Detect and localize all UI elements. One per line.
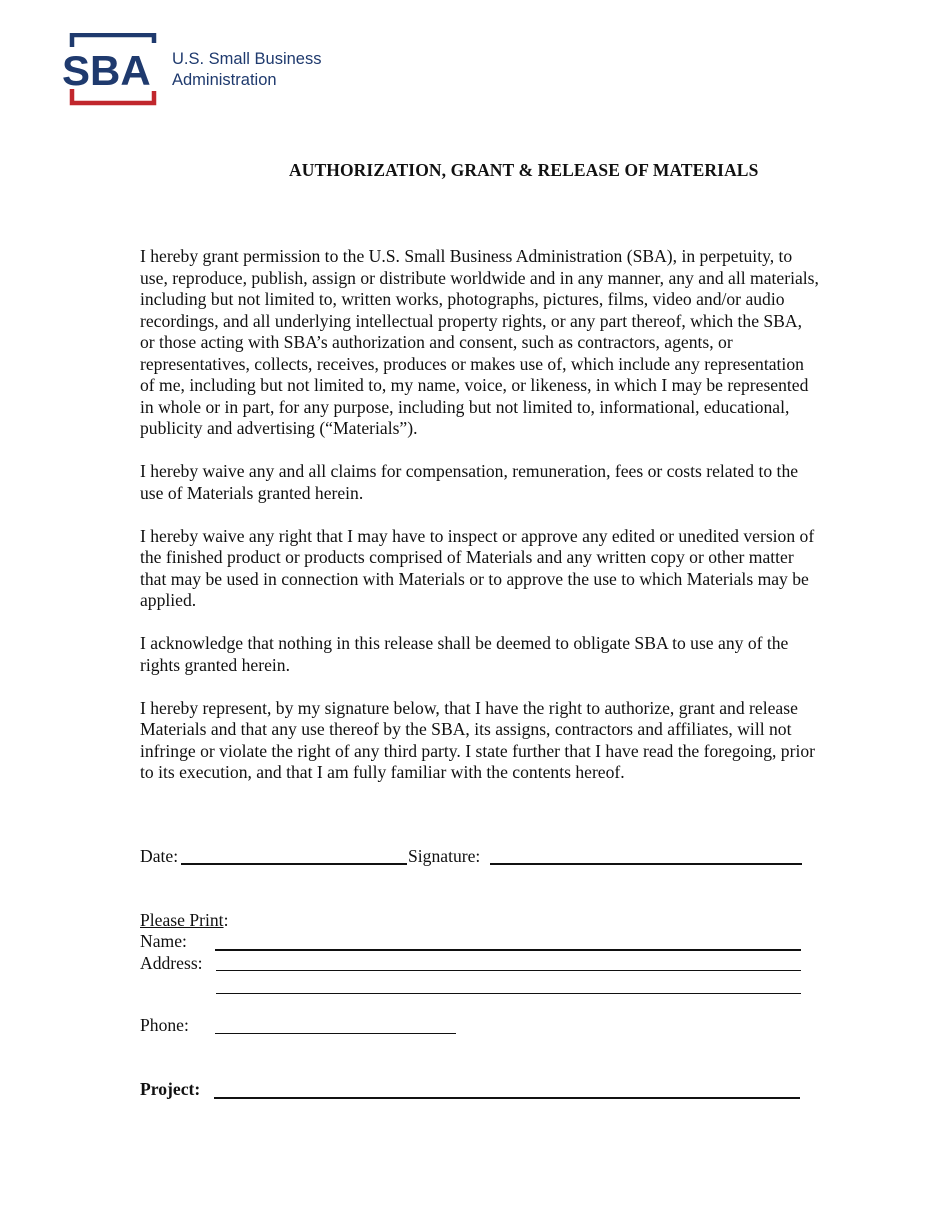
project-field[interactable] [214, 1079, 800, 1099]
page-title: AUTHORIZATION, GRANT & RELEASE OF MATERIALS [289, 160, 759, 180]
please-print-label: Please Print [140, 910, 224, 930]
paragraph-grant: I hereby grant permission to the U.S. Small Business Administration (SBA), in perpetuity, to use, reproduce, publish, assign or distribute worldwide and in any manner, any and all materials, including but not limited to, written works, photographs, pictures, films, video and/or audio recordings, and all underlying intellectual property rights, or any part thereof, which the SBA, or those acting with SBA’s authorization and consent, such as contractors, agents, or representatives, collects, receives, produces or makes use of, which include any representation of me, including but not limited to, my name, voice, or likeness, in which I may be represented in whole or in part, for any purpose, including but not limited to, informational, educational, publicity and advertising (“Materials”). [140, 246, 819, 438]
logo-org-line2: Administration [172, 71, 277, 89]
paragraph-represent: I hereby represent, by my signature below, that I have the right to authorize, grant and release Materials and that any use thereof by the SBA, its assigns, contractors and affiliates, will not infringe or violate the right of any third party. I state further that I have read the foregoing, prior to its execution, and that I am fully familiar with the contents hereof. [140, 697, 815, 782]
name-field[interactable] [215, 931, 801, 951]
paragraph-waive-claims: I hereby waive any and all claims for compensation, remuneration, fees or costs related to the use of Materials granted herein. [140, 461, 799, 503]
address-field-line2[interactable] [216, 977, 801, 994]
paragraph-acknowledge: I acknowledge that nothing in this release shall be deemed to obligate SBA to use any of the rights granted herein. [140, 633, 789, 675]
signature-field[interactable] [490, 846, 802, 865]
sba-logo-letters: SBA [62, 47, 151, 94]
please-print-heading [140, 910, 228, 930]
document-body [140, 246, 820, 805]
date-field[interactable] [181, 846, 407, 865]
project-label: Project: [140, 1079, 201, 1099]
address-field-line1[interactable] [216, 953, 801, 971]
paragraph-waive-inspection: I hereby waive any right that I may have to inspect or approve any edited or unedited version of the finished product or products comprised of Materials and any written copy or other matter that may be used in connection with Materials or to approve the use to which Materials may be applied. [140, 525, 815, 610]
sba-logo [62, 33, 342, 109]
please-print-colon: : [223, 910, 229, 930]
logo-org-line1: U.S. Small Business [172, 50, 322, 68]
date-label: Date: [140, 846, 179, 866]
name-label: Name: [140, 931, 187, 951]
signature-label: Signature: [408, 846, 481, 866]
sba-logo-mark [62, 33, 162, 109]
sba-logo-text [172, 49, 321, 91]
address-label: Address: [140, 953, 203, 973]
phone-label: Phone: [140, 1015, 189, 1035]
phone-field[interactable] [215, 1015, 456, 1034]
